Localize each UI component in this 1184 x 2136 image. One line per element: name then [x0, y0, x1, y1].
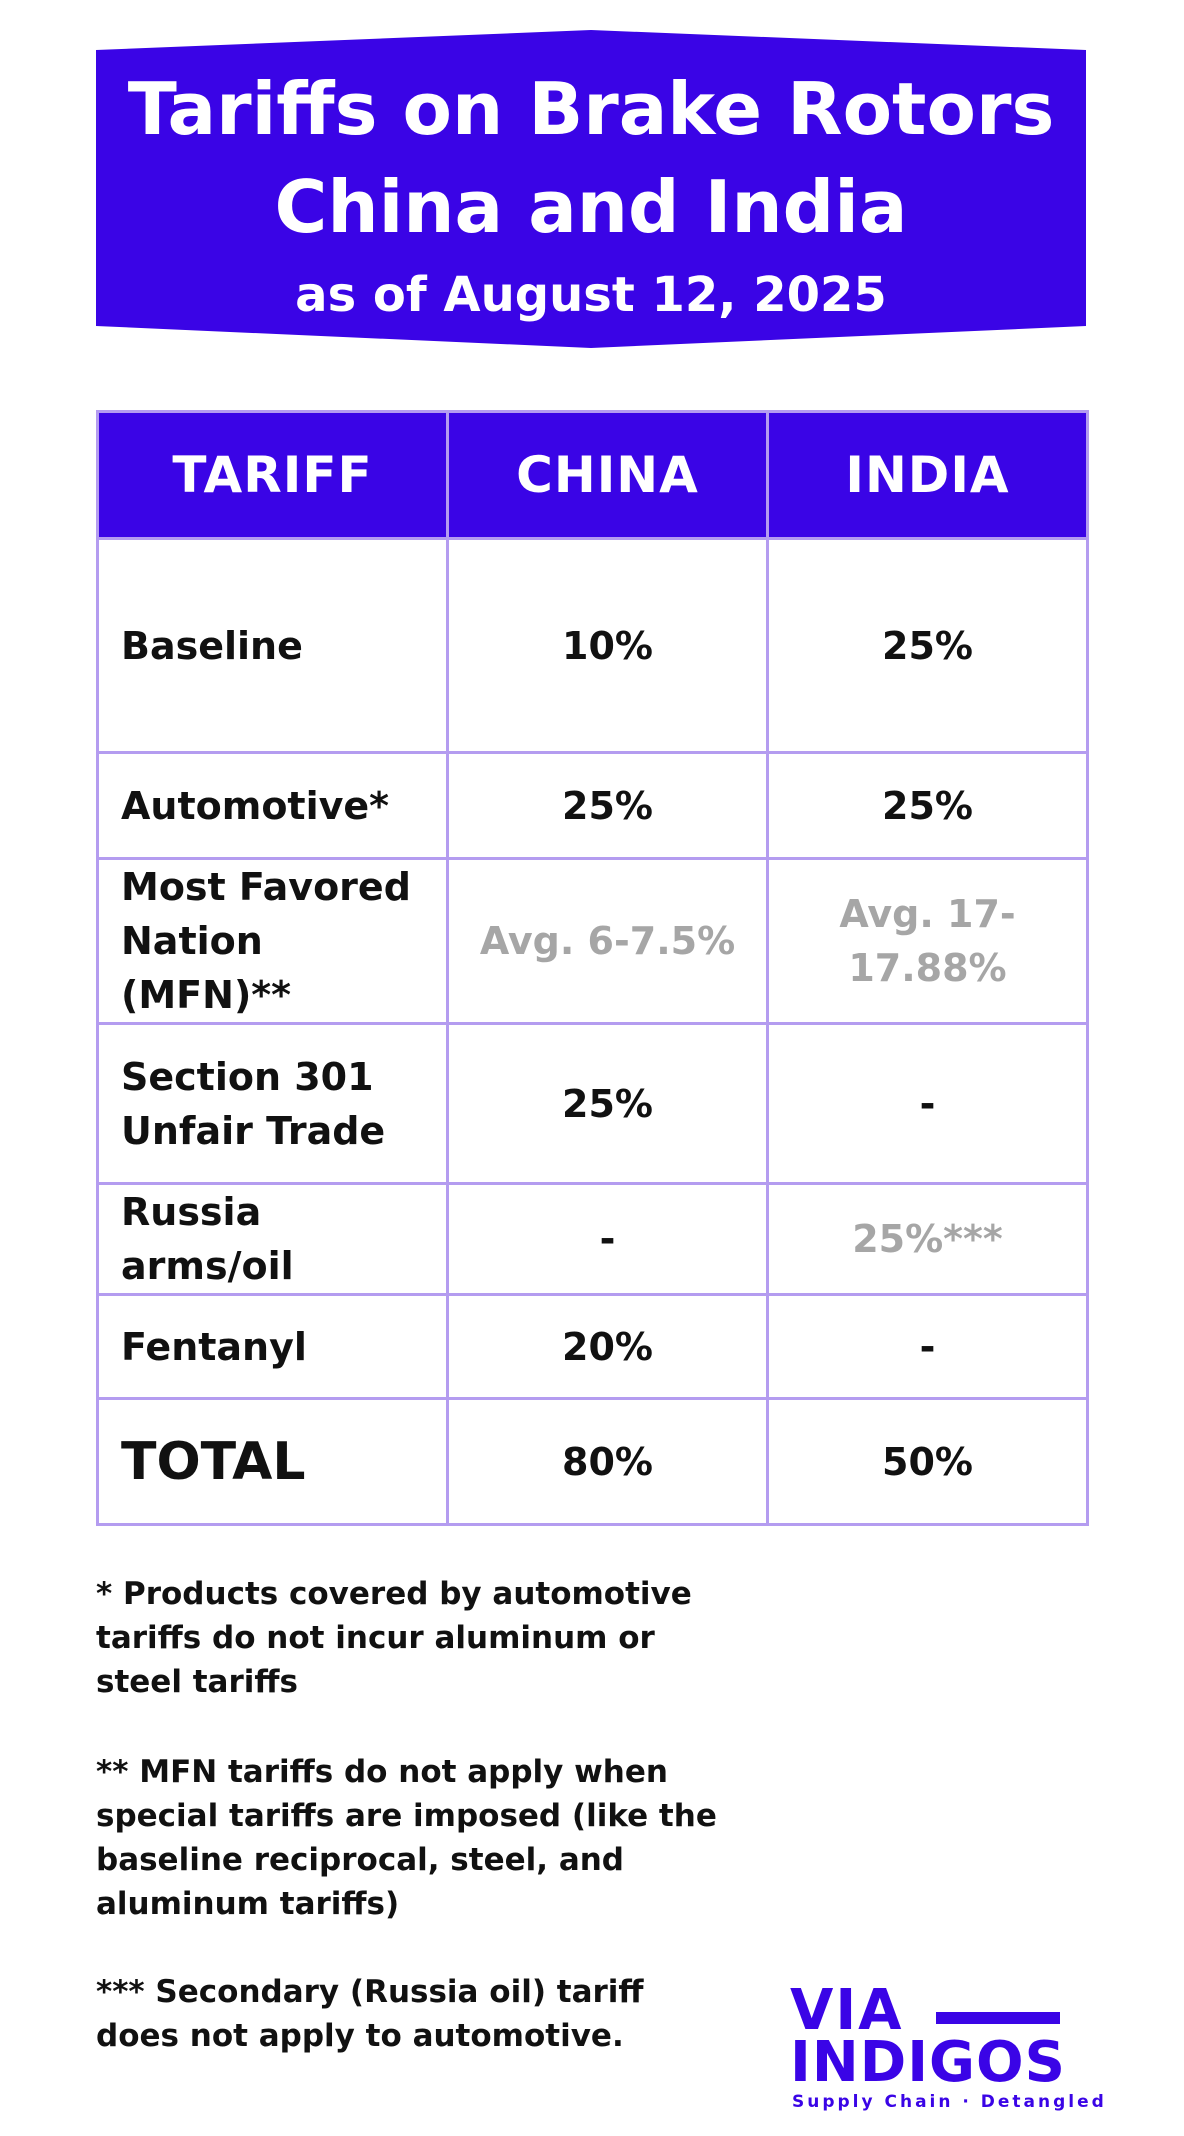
total-label: TOTAL: [98, 1399, 448, 1525]
india-total: 50%: [768, 1399, 1088, 1525]
india-value: 25%: [768, 753, 1088, 859]
row-label: Automotive*: [98, 753, 448, 859]
logo-via-text: VIA: [790, 1978, 904, 2043]
via-indigos-logo: [790, 1978, 1107, 2112]
logo-tagline: Supply Chain · Detangled: [792, 2092, 1107, 2112]
india-value: -: [768, 1024, 1088, 1184]
table-row-section-301: [98, 1024, 1088, 1184]
row-label-line-1: Section 301: [121, 1054, 374, 1099]
india-value: 25%: [768, 539, 1088, 753]
title-line-2: China and India: [274, 165, 908, 249]
logo-bar: [936, 2012, 1060, 2024]
india-value: 25%***: [768, 1184, 1088, 1295]
title-banner: [96, 30, 1086, 348]
china-total: 80%: [448, 1399, 768, 1525]
row-label: Baseline: [98, 539, 448, 753]
row-label: [98, 1024, 448, 1184]
table-row-total: [98, 1399, 1088, 1525]
column-header-china: CHINA: [448, 412, 768, 539]
tariff-table: [96, 410, 1089, 1526]
table-row-russia: [98, 1184, 1088, 1295]
table-row-fentanyl: [98, 1295, 1088, 1399]
row-label: Russia arms/oil: [98, 1184, 448, 1295]
table-row-baseline: [98, 539, 1088, 753]
china-value: 10%: [448, 539, 768, 753]
china-value: 25%: [448, 1024, 768, 1184]
column-header-india: INDIA: [768, 412, 1088, 539]
china-value: 25%: [448, 753, 768, 859]
table-row-automotive: [98, 753, 1088, 859]
logo-indigos-text: INDIGOS: [790, 2030, 1066, 2095]
row-label-line-2: Nation (MFN)**: [121, 919, 292, 1017]
india-value: -: [768, 1295, 1088, 1399]
india-value: Avg. 17-17.88%: [768, 859, 1088, 1024]
china-value: Avg. 6-7.5%: [448, 859, 768, 1024]
china-value: 20%: [448, 1295, 768, 1399]
footnote-secondary: *** Secondary (Russia oil) tariff does not apply to automotive.: [96, 1974, 644, 2054]
title-line-1: Tariffs on Brake Rotors: [127, 67, 1055, 151]
row-label: Fentanyl: [98, 1295, 448, 1399]
column-header-tariff: TARIFF: [98, 412, 448, 539]
row-label-line-2: Unfair Trade: [121, 1108, 386, 1153]
subtitle-date: as of August 12, 2025: [295, 267, 887, 323]
china-value: -: [448, 1184, 768, 1295]
footnote-mfn: ** MFN tariffs do not apply when special tariffs are imposed (like the baseline reciprocal, steel, and aluminum tariffs): [96, 1754, 717, 1922]
footnote-automotive: * Products covered by automotive tariffs do not incur aluminum or steel tariffs: [96, 1576, 692, 1700]
table-header-row: [98, 412, 1088, 539]
table-row-mfn: [98, 859, 1088, 1024]
row-label-line-1: Most Favored: [121, 865, 411, 909]
row-label: [98, 859, 448, 1024]
